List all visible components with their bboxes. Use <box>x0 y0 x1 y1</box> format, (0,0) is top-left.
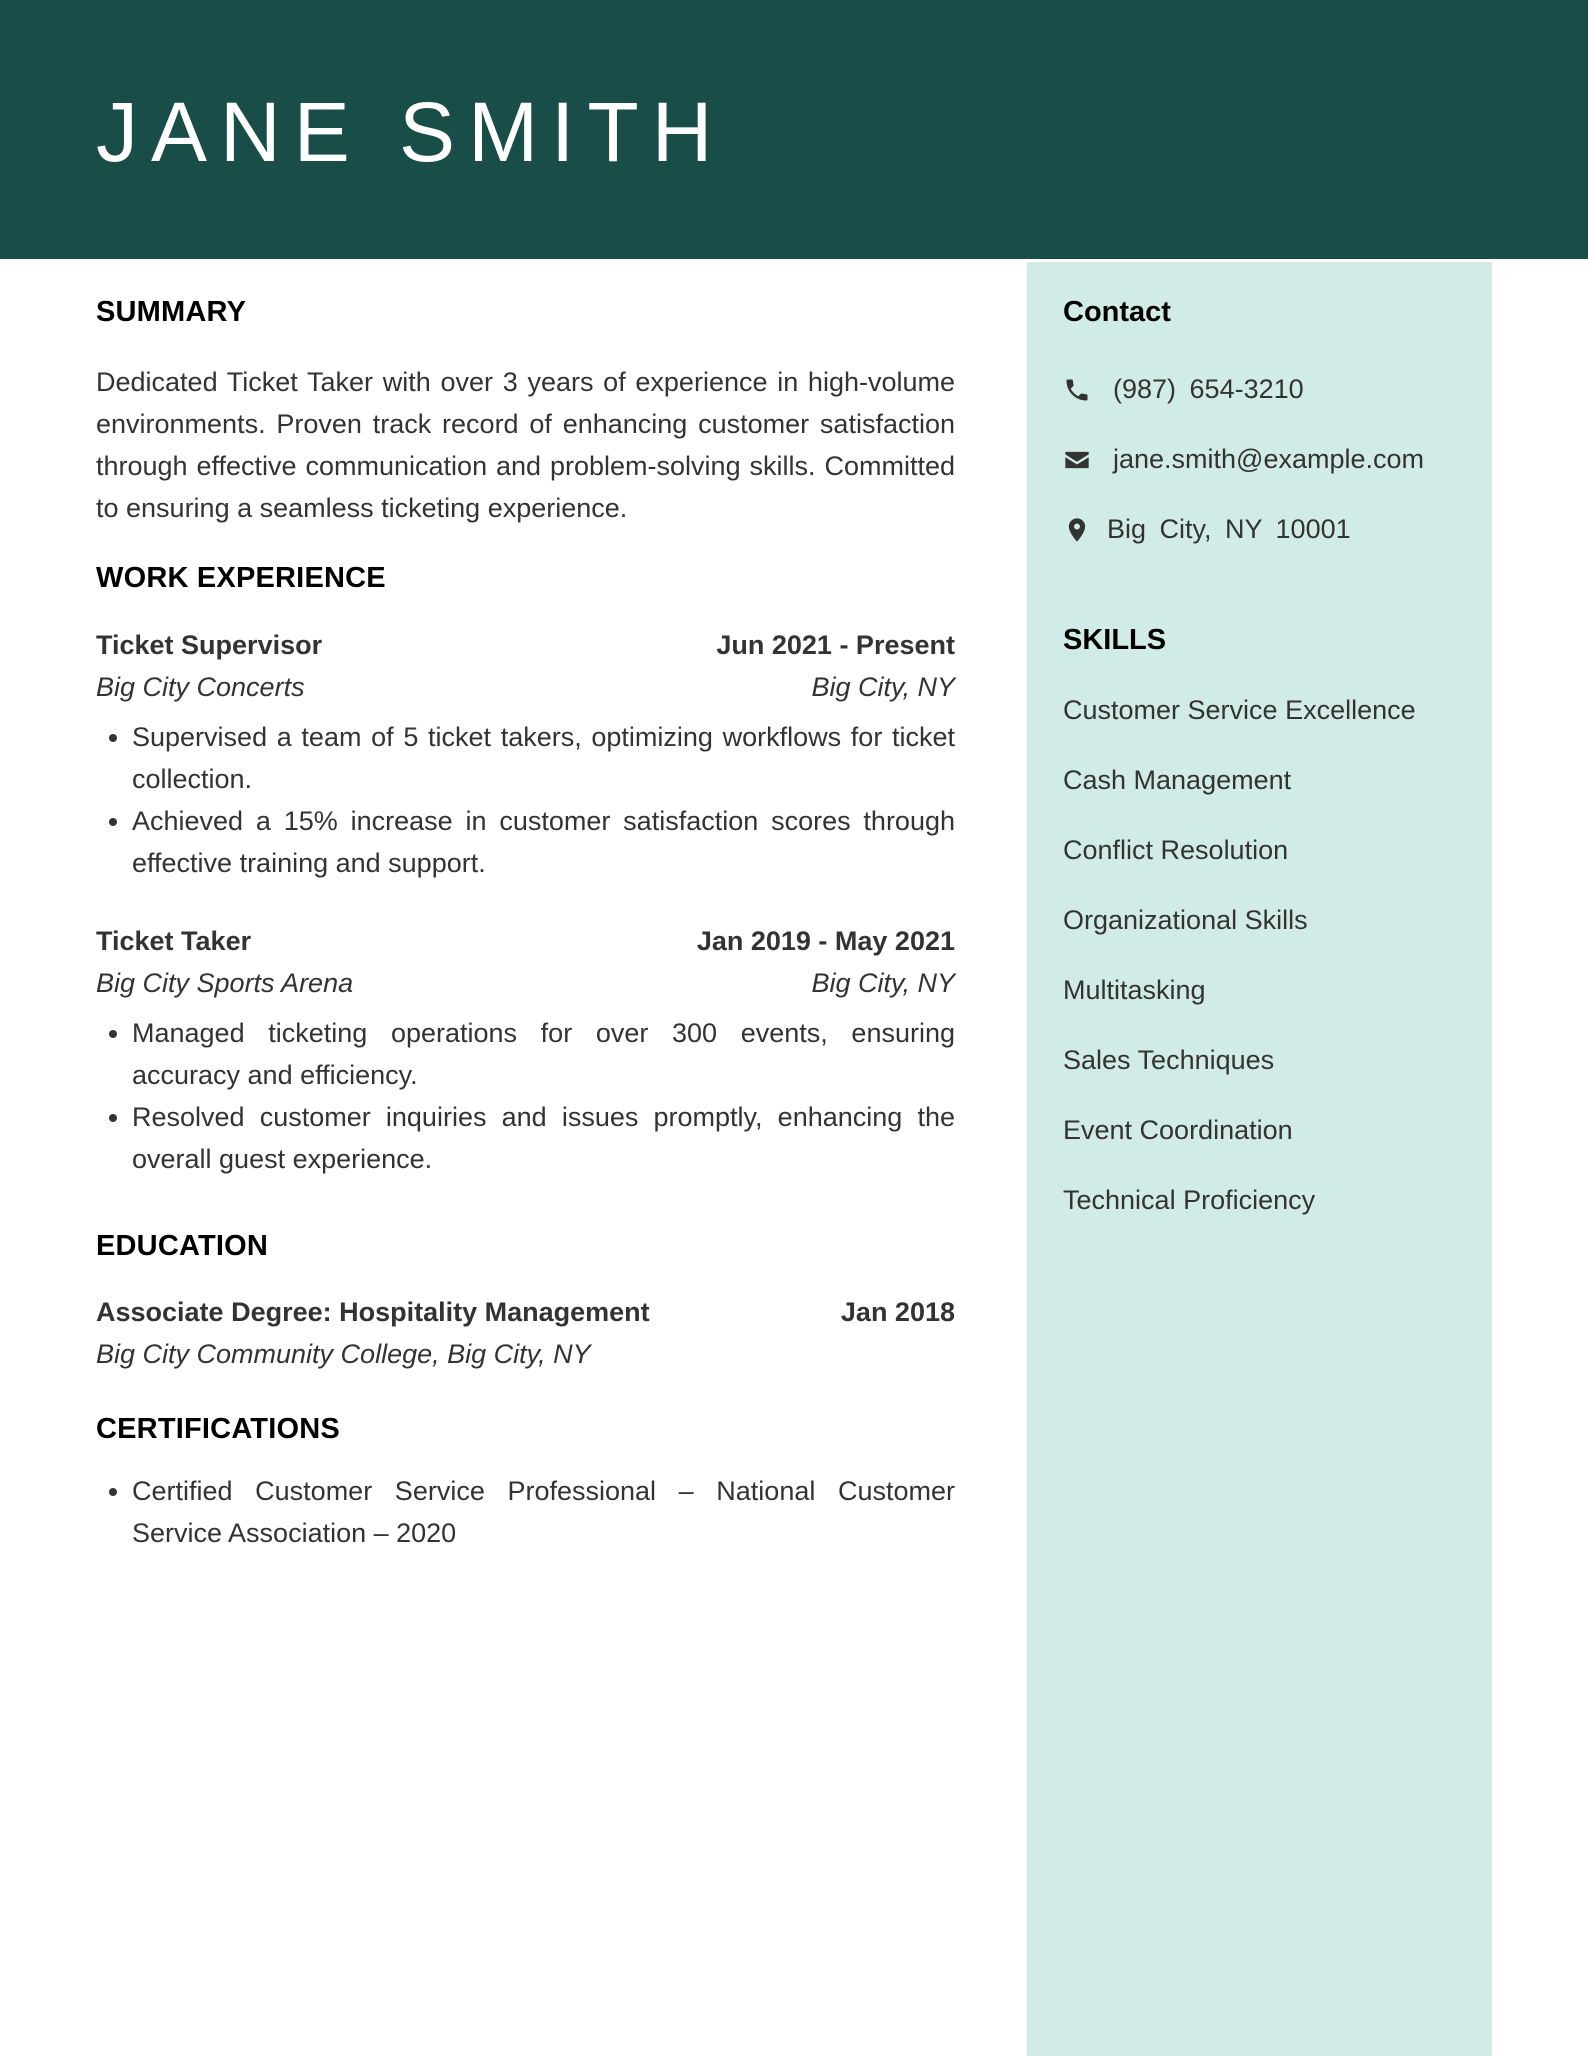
skill-item: Technical Proficiency <box>1063 1185 1316 1215</box>
email-text: jane.smith@example.com <box>1113 444 1425 474</box>
candidate-name: JANE SMITH <box>96 85 726 179</box>
list-item: • Certified Customer Service Professional – National Customer Service Association – 2020 <box>132 1470 955 1554</box>
skill-item: Sales Techniques <box>1063 1045 1275 1075</box>
list-item: • Managed ticketing operations for over 300 events, ensuring accuracy and efficiency. <box>132 1012 955 1096</box>
skills-title: SKILLS <box>1063 624 1167 656</box>
skill-item: Conflict Resolution <box>1063 835 1289 865</box>
education-entry <box>96 1291 955 1375</box>
job-dates: Jan 2019 - May 2021 <box>696 926 955 956</box>
location-text: Big City, NY 10001 <box>1107 514 1351 544</box>
job-entry <box>96 920 955 1180</box>
job-company: Big City Concerts <box>96 672 305 702</box>
envelope-icon <box>1063 446 1091 474</box>
education-date: Jan 2018 <box>840 1297 955 1327</box>
job-location: Big City, NY <box>811 968 955 998</box>
skill-item: Multitasking <box>1063 975 1206 1005</box>
job-entry <box>96 624 955 884</box>
job-bullets <box>96 1012 955 1180</box>
skill-item: Customer Service Excellence <box>1063 695 1416 725</box>
skill-item: Organizational Skills <box>1063 905 1308 935</box>
degree: Associate Degree: Hospitality Management <box>96 1297 650 1327</box>
sidebar <box>1027 262 1492 2056</box>
job-bullets <box>96 716 955 884</box>
job-dates: Jun 2021 - Present <box>716 630 955 660</box>
resume-header <box>0 0 1588 259</box>
school: Big City Community College, Big City, NY <box>96 1339 591 1369</box>
job-location: Big City, NY <box>811 672 955 702</box>
job-title: Ticket Taker <box>96 926 252 956</box>
summary-title: SUMMARY <box>96 296 247 328</box>
map-pin-icon <box>1063 516 1091 544</box>
phone-icon <box>1063 376 1091 404</box>
phone-text: (987) 654-3210 <box>1113 374 1304 404</box>
list-item: • Achieved a 15% increase in customer satisfaction scores through effective training and support. <box>132 800 955 884</box>
contact-location <box>1063 514 1351 545</box>
work-experience-title: WORK EXPERIENCE <box>96 562 386 594</box>
summary-text: Dedicated Ticket Taker with over 3 years of experience in high-volume environments. Proven track record of enhancing customer satisfaction through effective communication and problem-solving skills. Committed to ensuring a seamless ticketing experience. <box>96 367 955 523</box>
certifications-title: CERTIFICATIONS <box>96 1413 340 1445</box>
education-title: EDUCATION <box>96 1230 269 1262</box>
contact-phone[interactable] <box>1063 374 1304 405</box>
list-item: • Resolved customer inquiries and issues promptly, enhancing the overall guest experience. <box>132 1096 955 1180</box>
contact-title: Contact <box>1063 296 1171 328</box>
contact-email[interactable] <box>1063 444 1424 475</box>
list-item: • Supervised a team of 5 ticket takers, optimizing workflows for ticket collection. <box>132 716 955 800</box>
skill-item: Event Coordination <box>1063 1115 1293 1145</box>
skill-item: Cash Management <box>1063 765 1292 795</box>
certifications-list <box>96 1470 955 1554</box>
job-company: Big City Sports Arena <box>96 968 354 998</box>
job-title: Ticket Supervisor <box>96 630 323 660</box>
